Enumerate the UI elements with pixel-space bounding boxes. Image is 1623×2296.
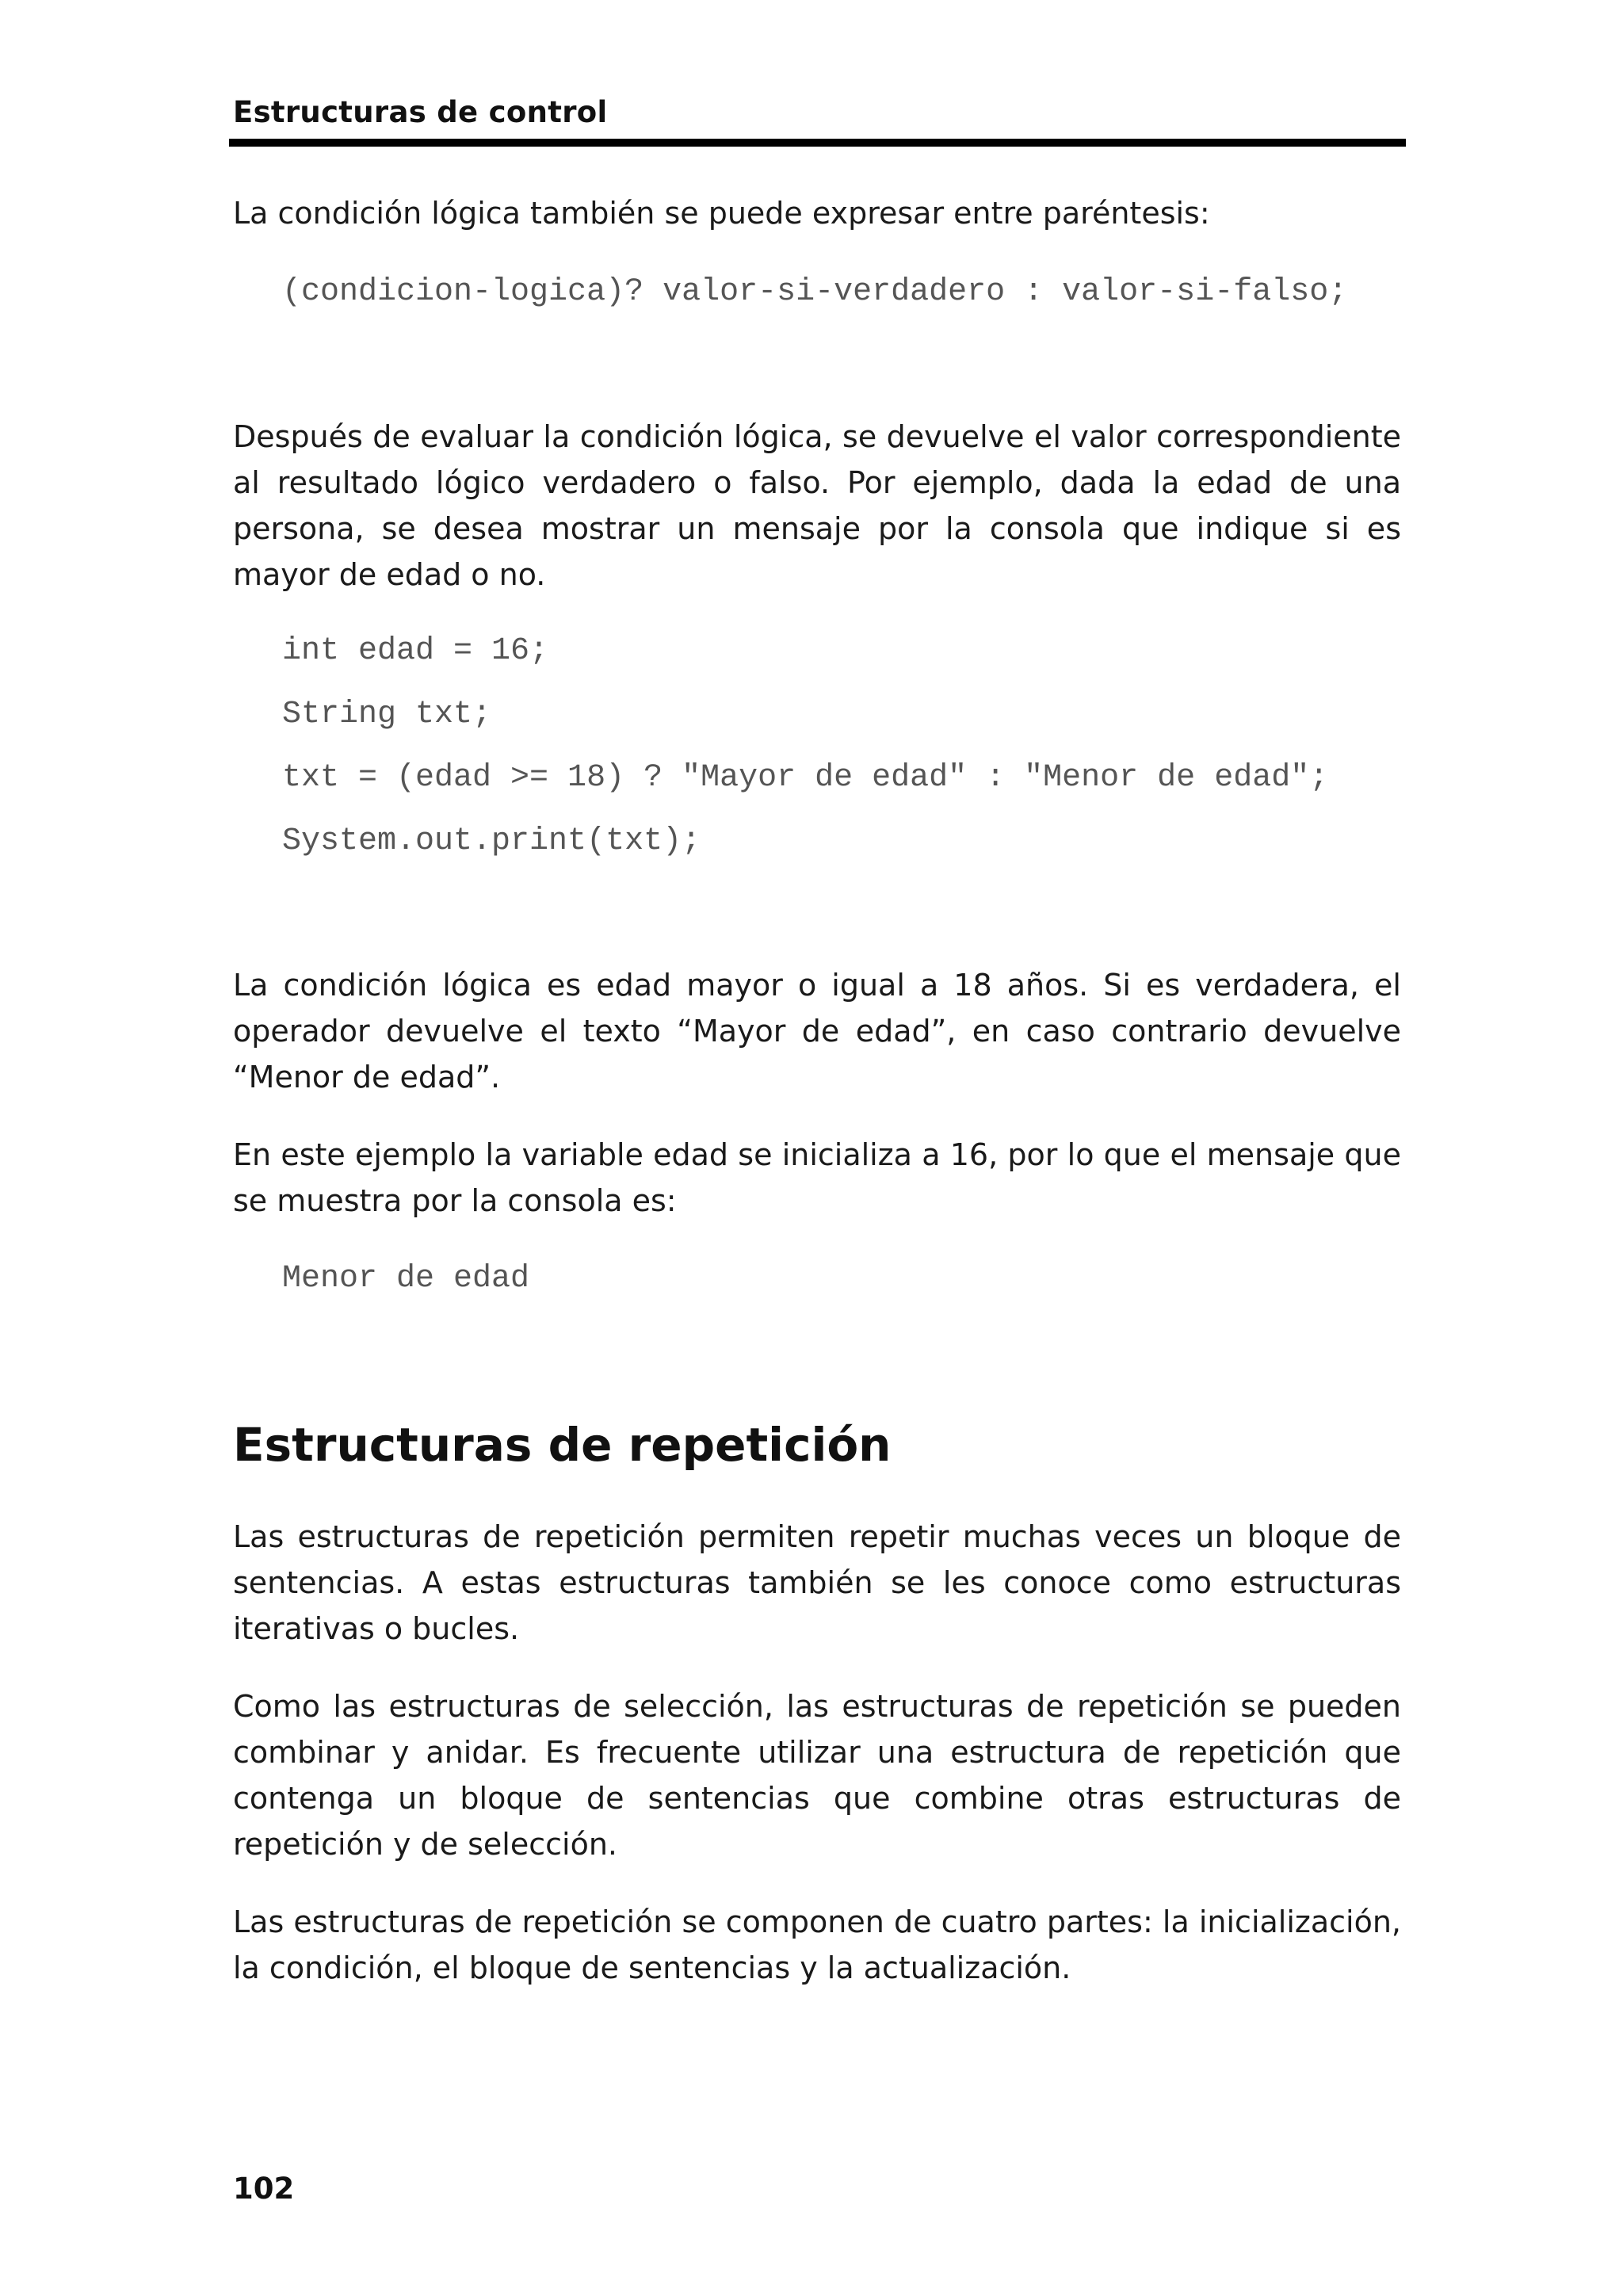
code-line-4: System.out.print(txt);	[282, 823, 701, 859]
paragraph-example-output: En este ejemplo la variable edad se inicializa a 16, por lo que el mensaje que se muestra por la consola es:	[233, 1137, 1401, 1218]
paragraph-evaluation: Después de evaluar la condición lógica, se devuelve el valor correspondiente al resultado lógico verdadero o falso. Por ejemplo, dada la edad de una persona, se desea mostrar un mensaje por la consola que indique si es mayor de edad o no.	[233, 419, 1401, 592]
paragraph-explanation: La condición lógica es edad mayor o igual a 18 años. Si es verdadera, el operador devuelve el texto “Mayor de edad”, en caso contrario devuelve “Menor de edad”.	[233, 968, 1401, 1095]
paragraph-intro: La condición lógica también se puede expresar entre paréntesis:	[233, 196, 1210, 231]
header-rule	[229, 139, 1406, 147]
code-line-1: int edad = 16;	[282, 633, 549, 669]
section-title: Estructuras de repetición	[233, 1418, 892, 1472]
running-header: Estructuras de control	[233, 95, 608, 129]
code-line-3: txt = (edad >= 18) ? "Mayor de edad" : "Menor de edad";	[282, 760, 1329, 796]
paragraph-repetition-combine: Como las estructuras de selección, las estructuras de repetición se pueden combinar y anidar. Es frecuente utilizar una estructura de repetición que contenga un bloque de sentencias que combine otras estructuras de repetición y de selección.	[233, 1689, 1401, 1862]
code-output: Menor de edad	[282, 1261, 530, 1297]
paragraph-repetition-intro: Las estructuras de repetición permiten repetir muchas veces un bloque de sentencias. A estas estructuras también se les conoce como estructuras iterativas o bucles.	[233, 1519, 1401, 1646]
code-line-2: String txt;	[282, 697, 492, 732]
page-number: 102	[233, 2172, 295, 2206]
code-ternary-syntax: (condicion-logica)? valor-si-verdadero : valor-si-falso;	[282, 274, 1348, 310]
paragraph-repetition-parts: Las estructuras de repetición se componen de cuatro partes: la inicialización, la condición, el bloque de sentencias y la actualización.	[233, 1904, 1401, 1985]
